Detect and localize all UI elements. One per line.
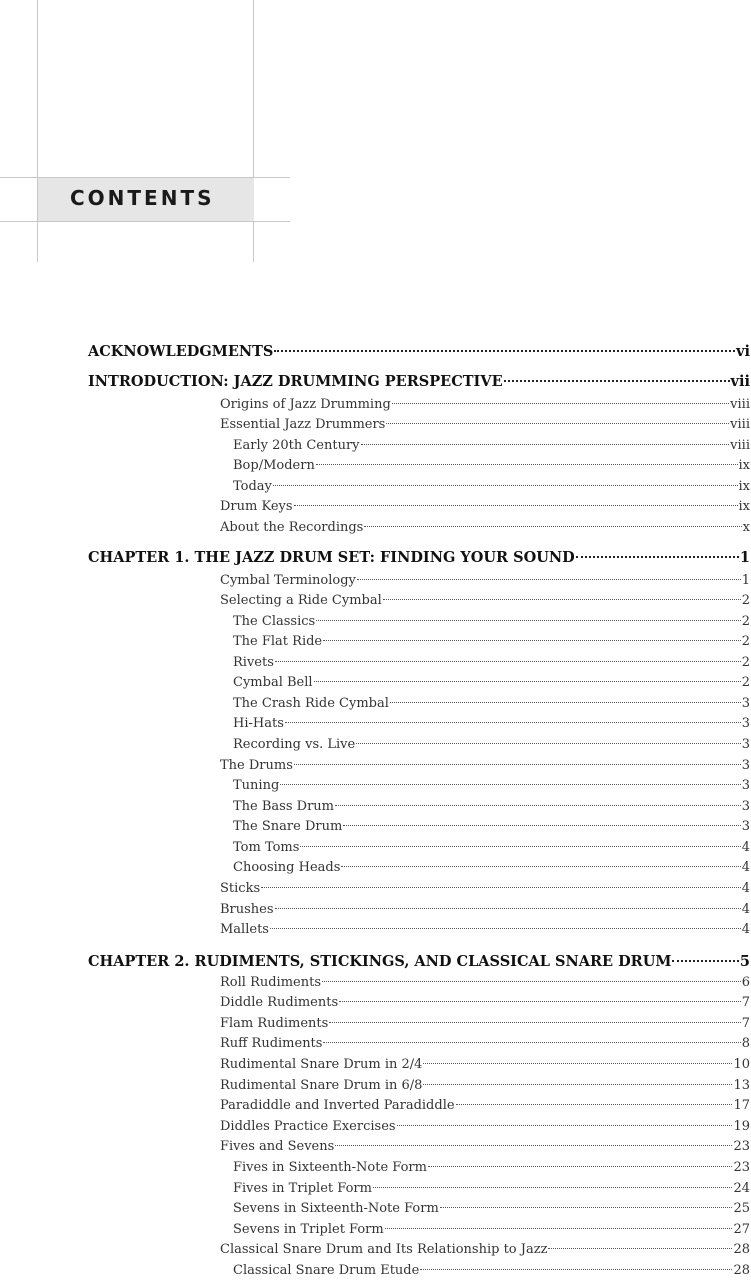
toc-entry-label: Rudimental Snare Drum in 2/4 (220, 1057, 423, 1072)
toc-section-entry[interactable] (233, 612, 750, 632)
toc-dot-leader (280, 783, 740, 785)
toc-section-entry[interactable] (220, 973, 750, 993)
toc-entry-label: Diddles Practice Exercises (220, 1119, 396, 1134)
toc-page-number: 4 (741, 840, 750, 855)
toc-entry-label: Classical Snare Drum Etude (233, 1263, 420, 1278)
toc-section-entry[interactable] (233, 694, 750, 714)
toc-page-number: 27 (733, 1222, 750, 1237)
toc-entry-label: Mallets (220, 922, 269, 937)
toc-page-number: 3 (741, 799, 750, 814)
toc-page-number: 8 (741, 1036, 750, 1051)
toc-chapter-entry[interactable] (88, 372, 750, 392)
toc-dot-leader (343, 824, 740, 826)
toc-entry-label: Rivets (233, 655, 274, 670)
toc-dot-leader (385, 1227, 733, 1229)
toc-page-number: ix (738, 458, 750, 473)
toc-section-entry[interactable] (233, 838, 750, 858)
toc-section-entry[interactable] (233, 456, 750, 476)
toc-page-number: 5 (739, 953, 750, 970)
toc-entry-label: The Drums (220, 758, 293, 773)
toc-section-entry[interactable] (233, 1220, 750, 1240)
toc-section-entry[interactable] (220, 1076, 750, 1096)
toc-entry-label: The Crash Ride Cymbal (233, 696, 389, 711)
toc-page-number: 1 (739, 549, 750, 566)
toc-dot-leader (423, 1083, 732, 1085)
toc-dot-leader (390, 701, 741, 703)
toc-entry-label: Flam Rudiments (220, 1016, 329, 1031)
toc-section-entry[interactable] (233, 1261, 750, 1281)
toc-page-number: 2 (741, 614, 750, 629)
toc-page-number: 2 (741, 675, 750, 690)
toc-entry-label: Essential Jazz Drummers (220, 417, 386, 432)
toc-section-entry[interactable] (233, 1179, 750, 1199)
toc-section-entry[interactable] (220, 1117, 750, 1137)
toc-section-entry[interactable] (233, 1199, 750, 1219)
toc-dot-leader (456, 1103, 733, 1105)
toc-entry-label: CHAPTER 1. THE JAZZ DRUM SET: FINDING YOUR SOUND (88, 549, 575, 566)
toc-section-entry[interactable] (233, 653, 750, 673)
grid-line-horizontal-bottom (0, 221, 290, 222)
toc-section-entry[interactable] (220, 571, 750, 591)
toc-dot-leader (576, 555, 739, 558)
toc-section-entry[interactable] (233, 858, 750, 878)
toc-page-number: 7 (741, 995, 750, 1010)
toc-page-number: 25 (733, 1201, 750, 1216)
toc-entry-label: Brushes (220, 902, 274, 917)
toc-entry-label: Drum Keys (220, 499, 293, 514)
toc-section-entry[interactable] (220, 993, 750, 1013)
toc-entry-label: Early 20th Century (233, 438, 360, 453)
toc-dot-leader (275, 660, 741, 662)
toc-page-number: 3 (741, 716, 750, 731)
toc-section-entry[interactable] (220, 1240, 750, 1260)
toc-entry-label: Recording vs. Live (233, 737, 356, 752)
toc-dot-leader (672, 959, 738, 962)
toc-section-entry[interactable] (220, 497, 750, 517)
toc-dot-leader (423, 1062, 732, 1064)
toc-section-entry[interactable] (233, 776, 750, 796)
toc-entry-label: Classical Snare Drum and Its Relationship to Jazz (220, 1242, 548, 1257)
toc-entry-label: INTRODUCTION: JAZZ DRUMMING PERSPECTIVE (88, 373, 503, 390)
toc-dot-leader (316, 619, 741, 621)
toc-dot-leader (440, 1206, 733, 1208)
toc-page-number: 28 (733, 1263, 750, 1278)
toc-entry-label: Fives in Triplet Form (233, 1181, 372, 1196)
toc-entry-label: Cymbal Bell (233, 675, 313, 690)
toc-entry-label: Bop/Modern (233, 458, 315, 473)
toc-section-entry[interactable] (233, 714, 750, 734)
toc-entry-label: Ruff Rudiments (220, 1036, 323, 1051)
toc-dot-leader (285, 721, 741, 723)
toc-dot-leader (275, 907, 741, 909)
toc-dot-leader (261, 886, 741, 888)
toc-page-number: 2 (741, 634, 750, 649)
toc-dot-leader (339, 1000, 741, 1002)
toc-dot-leader (548, 1247, 732, 1249)
toc-page-number: 3 (741, 737, 750, 752)
toc-dot-leader (356, 742, 741, 744)
toc-page-number: ix (738, 499, 750, 514)
grid-line-vertical-right (253, 0, 254, 262)
toc-dot-leader (420, 1268, 732, 1270)
toc-page-number: 1 (741, 573, 750, 588)
toc-dot-leader (383, 598, 741, 600)
toc-section-entry[interactable] (233, 632, 750, 652)
toc-page-number: vi (736, 343, 750, 360)
toc-section-entry[interactable] (233, 477, 750, 497)
toc-page-number: 10 (733, 1057, 750, 1072)
toc-page-number: 3 (741, 758, 750, 773)
toc-entry-label: About the Recordings (220, 520, 364, 535)
toc-page-number: 23 (733, 1139, 750, 1154)
toc-section-entry[interactable] (220, 591, 750, 611)
toc-section-entry[interactable] (220, 1096, 750, 1116)
toc-section-entry[interactable] (220, 1055, 750, 1075)
toc-dot-leader (314, 680, 741, 682)
toc-section-entry[interactable] (220, 395, 750, 415)
toc-entry-label: Fives in Sixteenth-Note Form (233, 1160, 427, 1175)
toc-entry-label: The Classics (233, 614, 316, 629)
toc-dot-leader (322, 980, 741, 982)
toc-entry-label: The Bass Drum (233, 799, 334, 814)
toc-dot-leader (335, 804, 741, 806)
page-title: CONTENTS (70, 186, 215, 210)
toc-section-entry[interactable] (220, 518, 750, 538)
toc-page-number: 24 (733, 1181, 750, 1196)
toc-section-entry[interactable] (220, 756, 750, 776)
toc-dot-leader (323, 1041, 740, 1043)
toc-section-entry[interactable] (220, 920, 750, 940)
toc-dot-leader (294, 504, 738, 506)
toc-entry-label: The Snare Drum (233, 819, 343, 834)
toc-page-number: viii (730, 397, 750, 412)
toc-section-entry[interactable] (220, 900, 750, 920)
toc-entry-label: ACKNOWLEDGMENTS (88, 343, 274, 360)
toc-entry-label: The Flat Ride (233, 634, 323, 649)
toc-entry-label: Roll Rudiments (220, 975, 321, 990)
toc-section-entry[interactable] (233, 1158, 750, 1178)
toc-page-number: 17 (733, 1098, 750, 1113)
toc-section-entry[interactable] (220, 1137, 750, 1157)
toc-page-number: 23 (733, 1160, 750, 1175)
toc-section-entry[interactable] (220, 415, 750, 435)
toc-section-entry[interactable] (233, 673, 750, 693)
toc-page-number: 28 (733, 1242, 750, 1257)
toc-entry-label: Rudimental Snare Drum in 6/8 (220, 1078, 423, 1093)
toc-dot-leader (335, 1144, 732, 1146)
toc-section-entry[interactable] (233, 436, 750, 456)
toc-page-number: vii (730, 373, 750, 390)
toc-entry-label: Sevens in Triplet Form (233, 1222, 384, 1237)
toc-dot-leader (504, 379, 730, 382)
toc-entry-label: Choosing Heads (233, 860, 341, 875)
toc-page-number: 3 (741, 696, 750, 711)
toc-dot-leader (373, 1186, 733, 1188)
toc-dot-leader (273, 484, 738, 486)
toc-dot-leader (361, 443, 730, 445)
toc-page-number: 3 (741, 778, 750, 793)
toc-section-entry[interactable] (233, 735, 750, 755)
toc-dot-leader (270, 927, 741, 929)
toc-page-number: 7 (741, 1016, 750, 1031)
toc-section-entry[interactable] (220, 879, 750, 899)
toc-section-entry[interactable] (233, 797, 750, 817)
grid-line-vertical-left (37, 0, 38, 262)
toc-entry-label: Cymbal Terminology (220, 573, 356, 588)
toc-section-entry[interactable] (233, 817, 750, 837)
toc-page-number: x (742, 520, 750, 535)
toc-dot-leader (392, 402, 729, 404)
toc-page-number: 4 (741, 881, 750, 896)
toc-page-number: 4 (741, 860, 750, 875)
toc-page-number: 6 (741, 975, 750, 990)
toc-entry-label: Sticks (220, 881, 261, 896)
toc-chapter-entry[interactable] (88, 342, 750, 362)
toc-chapter-entry[interactable] (88, 548, 750, 568)
toc-entry-label: Paradiddle and Inverted Paradiddle (220, 1098, 455, 1113)
toc-page-number: viii (730, 438, 750, 453)
toc-section-entry[interactable] (220, 1014, 750, 1034)
toc-entry-label: Selecting a Ride Cymbal (220, 593, 382, 608)
toc-dot-leader (341, 865, 740, 867)
toc-dot-leader (428, 1165, 732, 1167)
toc-page-number: 19 (733, 1119, 750, 1134)
toc-chapter-entry[interactable] (88, 952, 750, 972)
toc-entry-label: Fives and Sevens (220, 1139, 335, 1154)
toc-page-number: 2 (741, 593, 750, 608)
toc-page-number: 2 (741, 655, 750, 670)
toc-page-number: 4 (741, 902, 750, 917)
toc-section-entry[interactable] (220, 1034, 750, 1054)
toc-entry-label: Today (233, 479, 272, 494)
toc-entry-label: Hi-Hats (233, 716, 284, 731)
toc-dot-leader (364, 525, 741, 527)
toc-entry-label: Diddle Rudiments (220, 995, 339, 1010)
toc-entry-label: Tom Toms (233, 840, 300, 855)
toc-page-number: 4 (741, 922, 750, 937)
toc-entry-label: Sevens in Sixteenth-Note Form (233, 1201, 439, 1216)
toc-page-number: 13 (733, 1078, 750, 1093)
toc-dot-leader (274, 349, 735, 352)
toc-entry-label: Origins of Jazz Drumming (220, 397, 391, 412)
toc-entry-label: CHAPTER 2. RUDIMENTS, STICKINGS, AND CLASSICAL SNARE DRUM (88, 953, 672, 970)
toc-dot-leader (386, 422, 729, 424)
toc-page-number: 3 (741, 819, 750, 834)
toc-page-number: ix (738, 479, 750, 494)
toc-dot-leader (300, 845, 740, 847)
toc-page-number: viii (730, 417, 750, 432)
toc-dot-leader (294, 763, 741, 765)
toc-dot-leader (397, 1124, 733, 1126)
toc-dot-leader (323, 639, 741, 641)
toc-dot-leader (316, 463, 738, 465)
toc-entry-label: Tuning (233, 778, 280, 793)
toc-dot-leader (329, 1021, 740, 1023)
toc-dot-leader (357, 578, 741, 580)
